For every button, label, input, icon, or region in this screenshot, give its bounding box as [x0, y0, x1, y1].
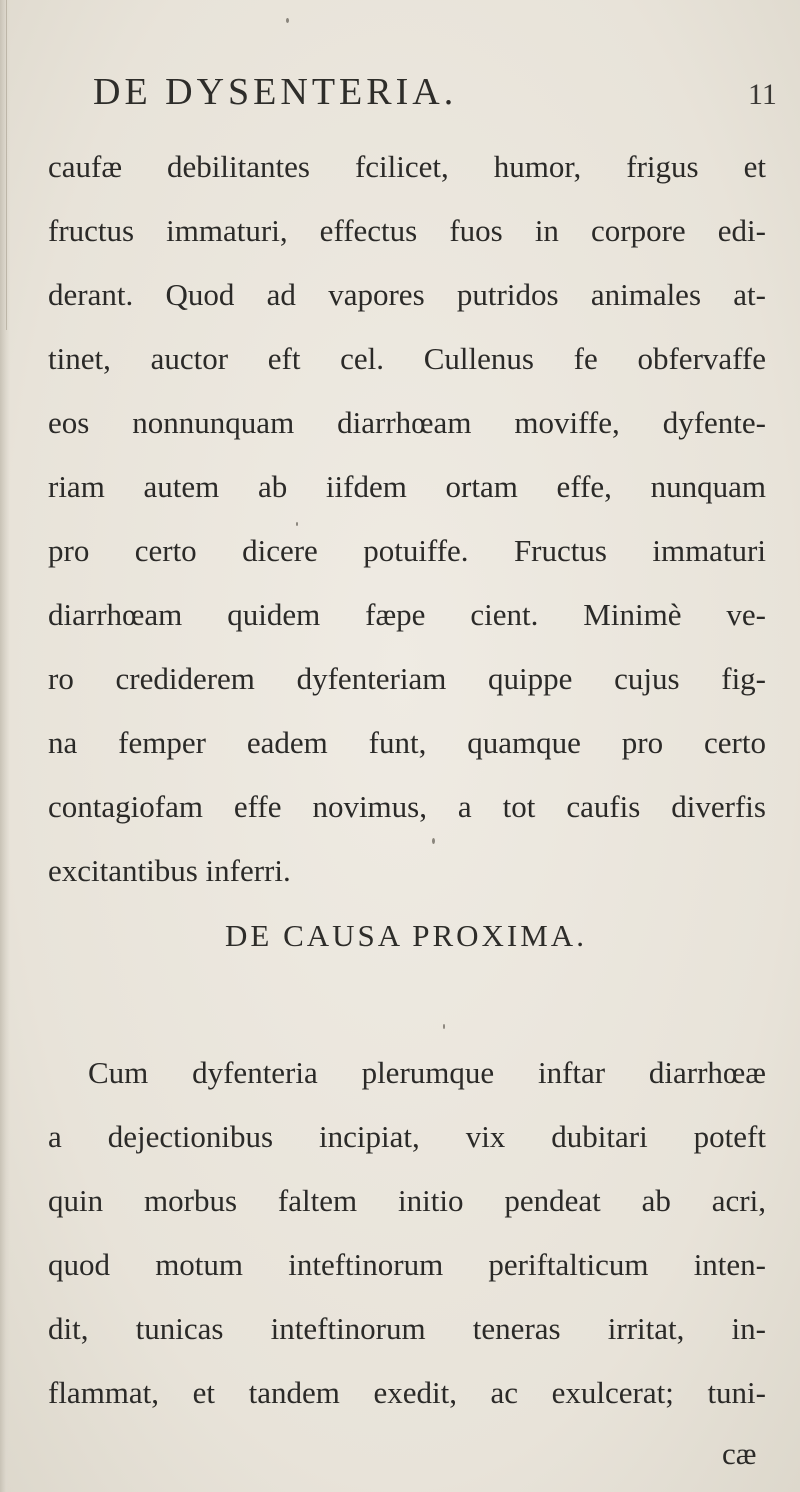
- text-line: quod motum inteftinorum periftalticum inten-: [48, 1247, 766, 1282]
- text-line: pro certo dicere potuiffe. Fructus immaturi: [48, 533, 766, 568]
- paper-speck: [432, 838, 435, 844]
- text-line: tinet, auctor eft cel. Cullenus fe obfervaffe: [48, 341, 766, 376]
- text-line: a dejectionibus incipiat, vix dubitari poteft: [48, 1119, 766, 1154]
- text-line: ro crediderem dyfenteriam quippe cujus fig-: [48, 661, 766, 696]
- text-line: derant. Quod ad vapores putridos animales at-: [48, 277, 766, 312]
- text-line: Cum dyfenteria plerumque inftar diarrhœæ: [88, 1055, 766, 1090]
- paper-speck: [286, 18, 289, 23]
- text-line: diarrhœam quidem fæpe cient. Minimè ve-: [48, 597, 766, 632]
- text-line: na femper eadem funt, quamque pro certo: [48, 725, 766, 760]
- section-heading: DE CAUSA PROXIMA.: [225, 918, 587, 953]
- running-header: [0, 70, 800, 130]
- text-line: excitantibus inferri.: [48, 853, 291, 888]
- page-number: 11: [748, 78, 777, 111]
- text-line: fructus immaturi, effectus fuos in corpore edi-: [48, 213, 766, 248]
- text-line: quin morbus faltem initio pendeat ab acri,: [48, 1183, 766, 1218]
- paper-speck: [296, 522, 298, 526]
- page-edge-line: [6, 0, 7, 330]
- text-line: riam autem ab iifdem ortam effe, nunquam: [48, 469, 766, 504]
- text-line: dit, tunicas inteftinorum teneras irritat, in-: [48, 1311, 766, 1346]
- catchword: cæ: [722, 1436, 757, 1471]
- running-title: DE DYSENTERIA.: [93, 71, 458, 113]
- paper-speck: [443, 1024, 445, 1029]
- text-line: eos nonnunquam diarrhœam moviffe, dyfente-: [48, 405, 766, 440]
- text-line: flammat, et tandem exedit, ac exulcerat; tuni-: [48, 1375, 766, 1410]
- text-line: caufæ debilitantes fcilicet, humor, frigus et: [48, 149, 766, 184]
- text-line: contagiofam effe novimus, a tot caufis diverfis: [48, 789, 766, 824]
- page-gutter-shadow: [0, 0, 10, 1492]
